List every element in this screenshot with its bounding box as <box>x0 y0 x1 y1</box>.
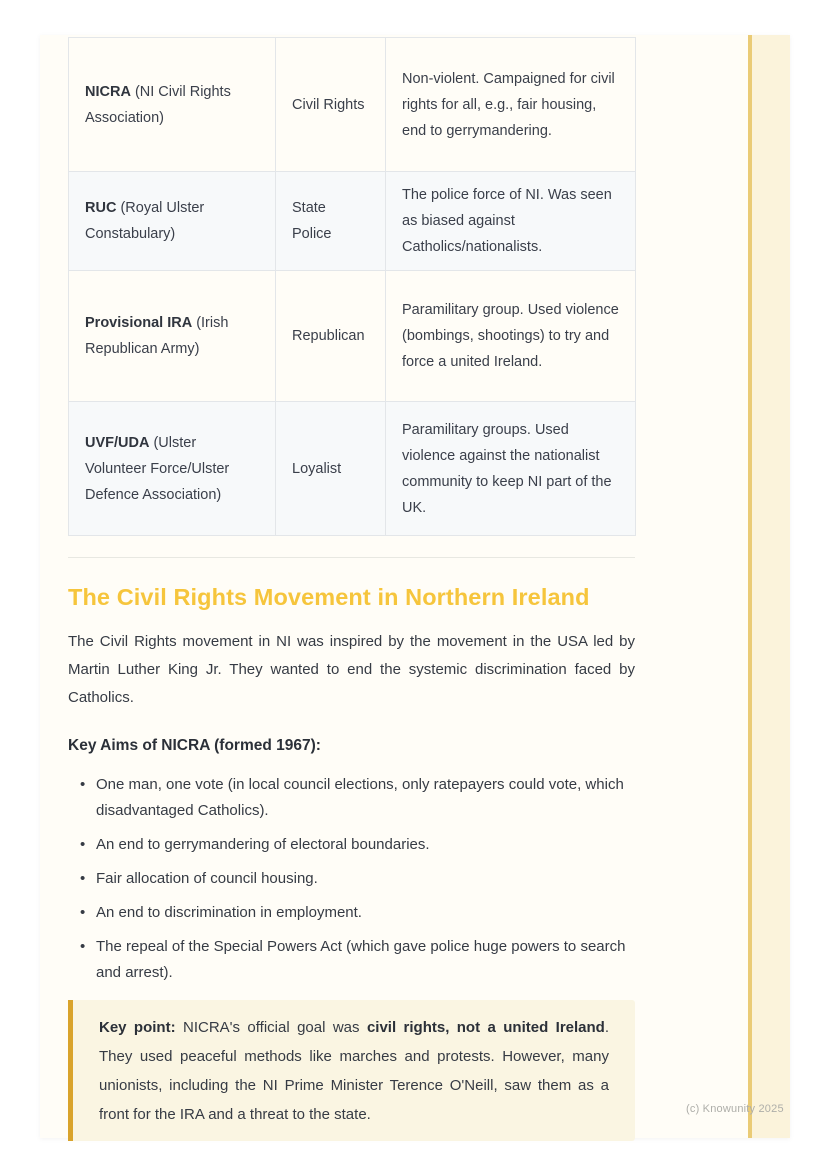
organisation-full-name: (Irish Republican Army) <box>85 315 229 357</box>
organisation-full-name: (NI Civil Rights Association) <box>85 83 231 126</box>
description-cell: Non-violent. Campaigned for civil rights for all, e.g., fair housing, end to gerrymandering. <box>386 38 636 172</box>
type-cell: Civil Rights <box>276 38 386 172</box>
table-row <box>69 271 636 402</box>
table-row <box>69 402 636 536</box>
key-point-bold: civil rights, not a united Ireland <box>366 1019 605 1036</box>
aims-list <box>68 772 635 986</box>
organisation-full-name: (Royal Ulster Constabulary) <box>85 200 205 242</box>
type-cell: State Police <box>276 172 386 271</box>
list-item <box>68 832 635 858</box>
intro-paragraph: The Civil Rights movement in NI was inspired by the movement in the USA led by Martin Luther King Jr. They wanted to end the systemic discrimination faced by Catholics. <box>68 633 635 706</box>
list-item <box>68 934 635 986</box>
list-item <box>68 772 635 824</box>
organisation-name: RUC <box>85 200 117 216</box>
organisation-name: Provisional IRA <box>85 315 193 331</box>
organisation-cell <box>69 402 276 536</box>
list-item <box>68 866 635 892</box>
organisation-name: UVF/UDA <box>85 434 150 451</box>
organisations-table <box>68 37 636 536</box>
key-point-text <box>99 1013 609 1129</box>
description-cell: Paramilitary groups. Used violence against the nationalist community to keep NI part of the UK. <box>386 402 636 536</box>
notes-card <box>40 35 790 1138</box>
bullet-icon: • <box>80 776 86 793</box>
table-row <box>69 172 636 271</box>
page-edge-strip <box>748 35 790 1138</box>
list-item <box>68 900 635 926</box>
key-point-rest: . They used peaceful methods like marches and protests. However, many unionists, including the NI Prime Minister Terence O'Neill, saw them as a front for the IRA and a threat to the state. <box>99 1019 609 1123</box>
list-item-text: An end to discrimination in employment. <box>96 904 362 921</box>
description-cell: Paramilitary group. Used violence (bombings, shootings) to try and force a united Ireland. <box>386 271 636 402</box>
section-heading: The Civil Rights Movement in Northern Ireland <box>68 584 590 610</box>
key-point-box <box>68 1000 635 1141</box>
organisation-cell <box>69 38 276 172</box>
bullet-icon: • <box>80 904 86 921</box>
list-item-text: One man, one vote (in local council elections, only ratepayers could vote, which disadvantaged Catholics). <box>96 776 624 819</box>
organisation-name: NICRA <box>85 83 131 100</box>
section-divider <box>68 557 635 558</box>
description-cell: The police force of NI. Was seen as biased against Catholics/nationalists. <box>386 172 636 271</box>
organisation-cell <box>69 271 276 402</box>
table-row <box>69 38 636 172</box>
notes-content <box>68 35 635 1141</box>
organisation-cell <box>69 172 276 271</box>
key-point-lead: NICRA's official goal was <box>175 1019 367 1036</box>
organisation-full-name: (Ulster Volunteer Force/Ulster Defence Association) <box>85 434 230 503</box>
list-item-text: An end to gerrymandering of electoral boundaries. <box>96 836 430 853</box>
bullet-icon: • <box>80 870 86 887</box>
type-cell: Loyalist <box>276 402 386 536</box>
bullet-icon: • <box>80 938 86 955</box>
bullet-icon: • <box>80 836 86 853</box>
type-cell: Republican <box>276 271 386 402</box>
aims-heading: Key Aims of NICRA (formed 1967): <box>68 737 321 754</box>
list-item-text: The repeal of the Special Powers Act (which gave police huge powers to search and arrest). <box>96 938 626 981</box>
key-point-label: Key point: <box>99 1019 176 1036</box>
list-item-text: Fair allocation of council housing. <box>96 870 318 887</box>
watermark: (c) Knowunity 2025 <box>686 1103 784 1115</box>
